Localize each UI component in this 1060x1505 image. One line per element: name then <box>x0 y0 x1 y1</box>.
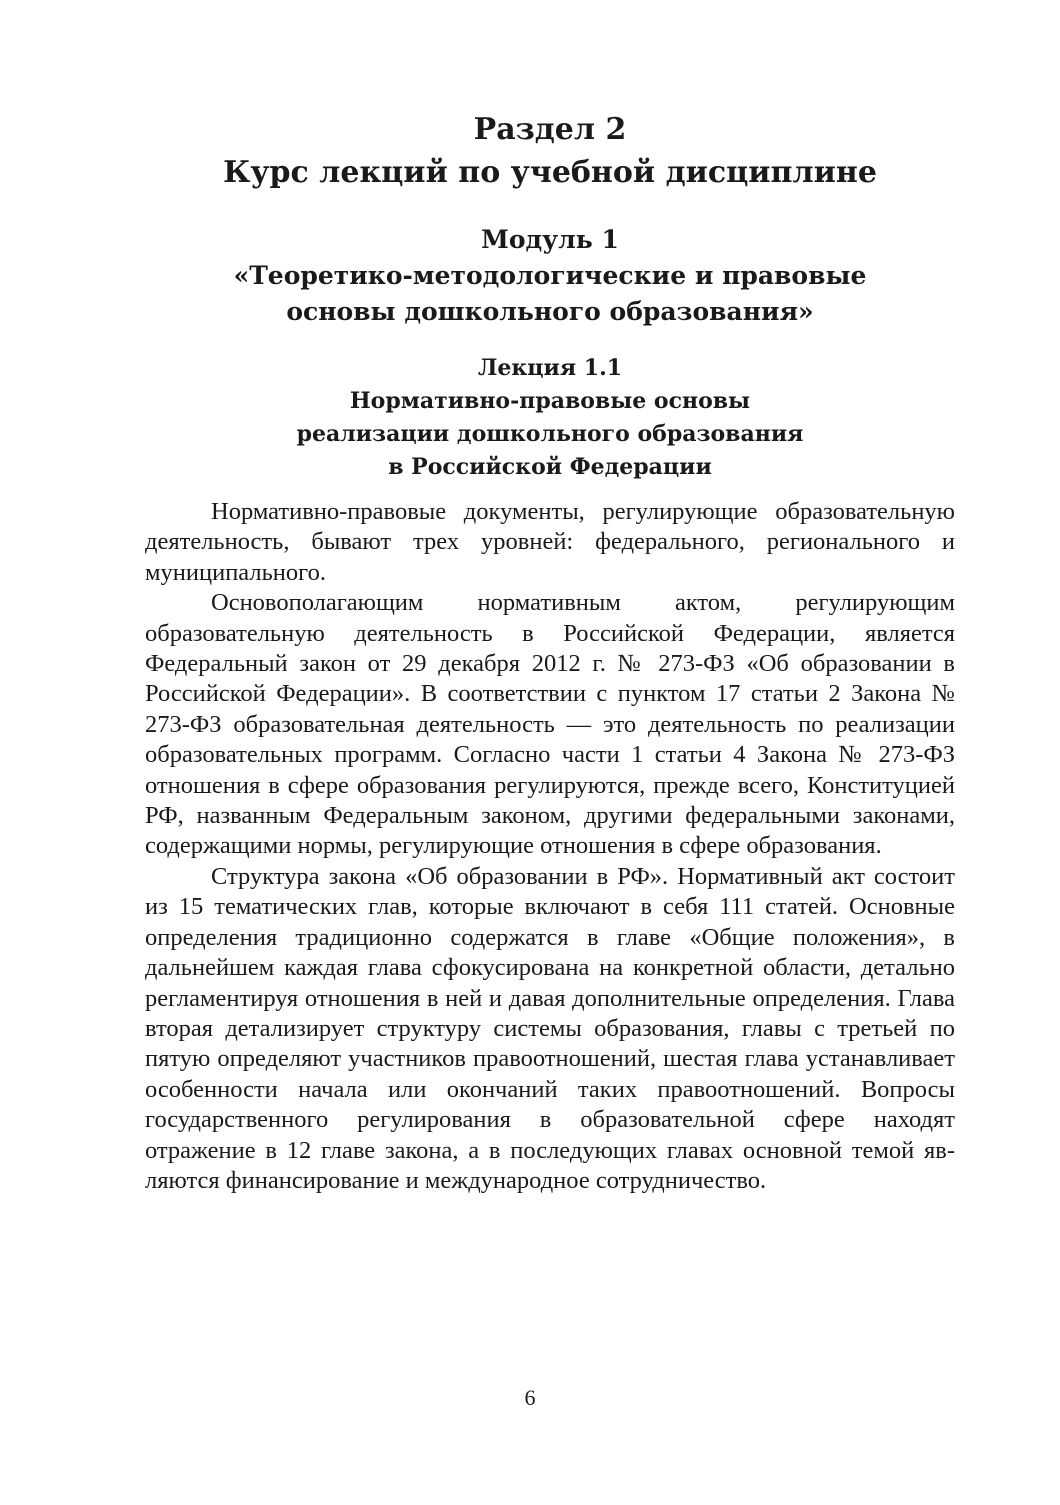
lecture-title-line-1: Нормативно-правовые основы <box>349 388 751 414</box>
module-title-line-2: основы дошкольного образования» <box>286 297 814 326</box>
module-number: Модуль 1 <box>481 225 619 254</box>
section-number: Раздел 2 <box>473 112 627 147</box>
paragraph: Нормативно-правовые документы, регулирующие образовательную деятельность, бывают трех уровней: федерального, регионального и муниципального. <box>145 498 955 586</box>
paragraph: Структура закона «Об образовании в РФ». Нормативный акт состоит из 15 тематических глав, которые включают в себя 111 статей. Основные определения традиционно содержатся в главе «Общие положения», в дальнейшем каждая глава сфокусирована на конкретной области, детально регламентируя отношения в ней и давая дополнительные определения. Глава вторая детализирует структуру системы образования, главы с третьей по пятую определяют участников правоотношений, шестая глава устанавливает особенности начала или окончаний таких правоотношений. Вопросы государственного регулирования в образовательной сфере находят отражение в 12 главе закона, а в последующих главах основной темой являются финансирование и международное сотрудничество. <box>145 862 955 1194</box>
lecture-title-line-3: в Российской Федерации <box>388 454 712 480</box>
page-number: 6 <box>524 1385 536 1410</box>
module-heading <box>145 222 955 330</box>
body-text <box>145 497 955 1196</box>
paragraph: Основополагающим нормативным актом, регулирующим образовательную деятельность в Российской Федерации, является Федеральный закон от 29 декабря 2012 г. № 273-ФЗ «Об образовании в Российской Федерации». В соответствии с пунктом 17 статьи 2 Закона № 273-ФЗ образовательная деятельность — это деятельность по реализации образовательных программ. Согласно части 1 статьи 4 Закона № 273-ФЗ отношения в сфере образования регулируются, прежде всего, Конституцией РФ, названным Федеральным законом, другими федеральными законами, содержащими нормы, регулирующие отношения в сфере образования. <box>145 589 955 860</box>
headings-block <box>145 108 955 484</box>
lecture-title-line-2: реализации дошкольного образования <box>296 421 804 447</box>
lecture-number: Лекция 1.1 <box>477 355 623 381</box>
section-heading <box>145 108 955 194</box>
section-title: Курс лекций по учебной дисциплине <box>223 155 877 190</box>
module-title-line-1: «Теоретико-методологические и правовые <box>233 261 867 290</box>
lecture-heading <box>145 352 955 484</box>
